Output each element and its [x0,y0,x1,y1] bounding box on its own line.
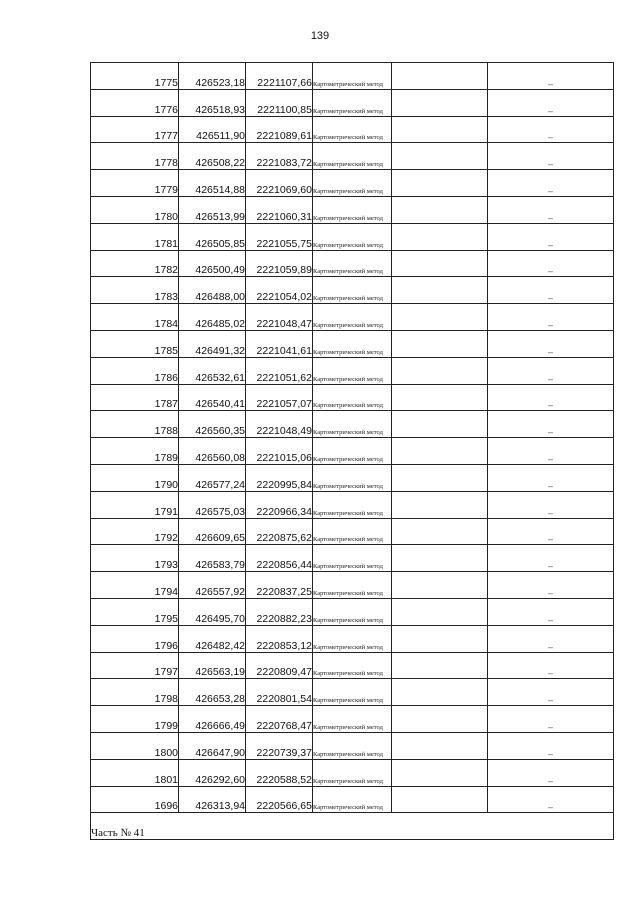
coordinate-x: 426491,32 [179,330,246,357]
note-cell: – [488,170,614,197]
coordinate-x: 426495,70 [179,598,246,625]
coordinate-y: 2220739,37 [246,732,313,759]
method-cell: Картометрический метод [313,170,392,197]
coordinate-y: 2221041,61 [246,330,313,357]
coordinate-y: 2221060,31 [246,196,313,223]
coordinate-x: 426647,90 [179,732,246,759]
note-cell: – [488,652,614,679]
coordinate-x: 426511,90 [179,116,246,143]
method-cell: Картометрический метод [313,63,392,90]
empty-cell [392,411,488,438]
coordinate-x: 426485,02 [179,304,246,331]
point-number: 1777 [91,116,179,143]
empty-cell [392,491,488,518]
table-row [91,679,614,706]
point-number: 1791 [91,491,179,518]
coordinate-y: 2221100,85 [246,89,313,116]
coordinate-y: 2220588,52 [246,759,313,786]
empty-cell [392,732,488,759]
point-number: 1799 [91,706,179,733]
coordinate-x: 426583,79 [179,545,246,572]
point-number: 1794 [91,572,179,599]
point-number: 1788 [91,411,179,438]
coordinate-x: 426557,92 [179,572,246,599]
method-cell: Картометрический метод [313,89,392,116]
empty-cell [392,438,488,465]
table-row [91,143,614,170]
coordinate-y: 2220768,47 [246,706,313,733]
note-cell: – [488,786,614,813]
method-cell: Картометрический метод [313,625,392,652]
method-cell: Картометрический метод [313,491,392,518]
method-cell: Картометрический метод [313,357,392,384]
note-cell: – [488,464,614,491]
point-number: 1787 [91,384,179,411]
coordinate-y: 2221069,60 [246,170,313,197]
coordinate-x: 426313,94 [179,786,246,813]
coordinate-x: 426488,00 [179,277,246,304]
point-number: 1776 [91,89,179,116]
coordinate-y: 2220837,25 [246,572,313,599]
note-cell: – [488,732,614,759]
note-cell: – [488,330,614,357]
point-number: 1795 [91,598,179,625]
method-cell: Картометрический метод [313,250,392,277]
empty-cell [392,679,488,706]
coordinate-y: 2221107,66 [246,63,313,90]
table-row [91,196,614,223]
coordinate-y: 2221051,62 [246,357,313,384]
method-cell: Картометрический метод [313,518,392,545]
empty-cell [392,357,488,384]
point-number: 1696 [91,786,179,813]
empty-cell [392,250,488,277]
coordinate-x: 426518,93 [179,89,246,116]
coordinate-x: 426532,61 [179,357,246,384]
table-row [91,304,614,331]
coordinate-y: 2221054,02 [246,277,313,304]
empty-cell [392,518,488,545]
method-cell: Картометрический метод [313,598,392,625]
table-row [91,357,614,384]
point-number: 1781 [91,223,179,250]
coordinate-y: 2220995,84 [246,464,313,491]
empty-cell [392,759,488,786]
method-cell: Картометрический метод [313,304,392,331]
method-cell: Картометрический метод [313,196,392,223]
coordinates-table [90,62,614,840]
note-cell: – [488,706,614,733]
note-cell: – [488,625,614,652]
note-cell: – [488,357,614,384]
point-number: 1797 [91,652,179,679]
point-number: 1793 [91,545,179,572]
method-cell: Картометрический метод [313,679,392,706]
coordinate-y: 2221059,89 [246,250,313,277]
table-row [91,545,614,572]
point-number: 1786 [91,357,179,384]
method-cell: Картометрический метод [313,330,392,357]
empty-cell [392,625,488,652]
method-cell: Картометрический метод [313,572,392,599]
table-row [91,732,614,759]
note-cell: – [488,759,614,786]
coordinate-x: 426666,49 [179,706,246,733]
point-number: 1779 [91,170,179,197]
note-cell: – [488,572,614,599]
point-number: 1792 [91,518,179,545]
method-cell: Картометрический метод [313,759,392,786]
coordinate-x: 426482,42 [179,625,246,652]
coordinate-x: 426513,99 [179,196,246,223]
point-number: 1775 [91,63,179,90]
point-number: 1789 [91,438,179,465]
empty-cell [392,143,488,170]
empty-cell [392,116,488,143]
method-cell: Картометрический метод [313,732,392,759]
empty-cell [392,706,488,733]
table-row [91,491,614,518]
coordinate-x: 426560,35 [179,411,246,438]
method-cell: Картометрический метод [313,143,392,170]
empty-cell [392,572,488,599]
table-row [91,786,614,813]
point-number: 1800 [91,732,179,759]
coordinate-x: 426508,22 [179,143,246,170]
coordinate-x: 426500,49 [179,250,246,277]
point-number: 1798 [91,679,179,706]
coordinate-y: 2220801,54 [246,679,313,706]
table-row [91,652,614,679]
table-row [91,170,614,197]
coordinate-x: 426609,65 [179,518,246,545]
method-cell: Картометрический метод [313,277,392,304]
empty-cell [392,384,488,411]
point-number: 1796 [91,625,179,652]
note-cell: – [488,89,614,116]
coordinate-x: 426292,60 [179,759,246,786]
note-cell: – [488,598,614,625]
empty-cell [392,170,488,197]
part-label: Часть № 41 [91,813,614,840]
table-row [91,63,614,90]
point-number: 1782 [91,250,179,277]
empty-cell [392,652,488,679]
note-cell: – [488,63,614,90]
note-cell: – [488,411,614,438]
method-cell: Картометрический метод [313,545,392,572]
note-cell: – [488,304,614,331]
coordinate-y: 2220882,23 [246,598,313,625]
table-row [91,277,614,304]
method-cell: Картометрический метод [313,223,392,250]
empty-cell [392,304,488,331]
table-row [91,759,614,786]
coordinate-y: 2220566,65 [246,786,313,813]
coordinate-y: 2220966,34 [246,491,313,518]
empty-cell [392,63,488,90]
coordinate-x: 426505,85 [179,223,246,250]
point-number: 1785 [91,330,179,357]
method-cell: Картометрический метод [313,706,392,733]
coordinate-x: 426523,18 [179,63,246,90]
table-row [91,384,614,411]
point-number: 1801 [91,759,179,786]
coordinate-y: 2220809,47 [246,652,313,679]
coordinate-y: 2220875,62 [246,518,313,545]
table-row [91,330,614,357]
table-row [91,438,614,465]
table-row [91,250,614,277]
coordinate-y: 2221015,06 [246,438,313,465]
table-row [91,411,614,438]
empty-cell [392,277,488,304]
table-row [91,89,614,116]
point-number: 1778 [91,143,179,170]
part-row [91,813,614,840]
method-cell: Картометрический метод [313,786,392,813]
note-cell: – [488,491,614,518]
empty-cell [392,89,488,116]
coordinate-y: 2221048,47 [246,304,313,331]
coordinate-x: 426577,24 [179,464,246,491]
table-row [91,572,614,599]
method-cell: Картометрический метод [313,384,392,411]
coordinate-y: 2221089,61 [246,116,313,143]
note-cell: – [488,438,614,465]
table-row [91,223,614,250]
point-number: 1783 [91,277,179,304]
point-number: 1780 [91,196,179,223]
method-cell: Картометрический метод [313,438,392,465]
empty-cell [392,786,488,813]
note-cell: – [488,277,614,304]
note-cell: – [488,679,614,706]
point-number: 1790 [91,464,179,491]
coordinate-y: 2221057,07 [246,384,313,411]
coordinate-x: 426563,19 [179,652,246,679]
table-row [91,706,614,733]
coordinate-x: 426540,41 [179,384,246,411]
note-cell: – [488,196,614,223]
coordinate-x: 426514,88 [179,170,246,197]
note-cell: – [488,116,614,143]
table-row [91,625,614,652]
coordinate-x: 426653,28 [179,679,246,706]
note-cell: – [488,250,614,277]
empty-cell [392,330,488,357]
note-cell: – [488,518,614,545]
empty-cell [392,598,488,625]
table-row [91,518,614,545]
table-row [91,116,614,143]
method-cell: Картометрический метод [313,411,392,438]
coordinate-y: 2220853,12 [246,625,313,652]
empty-cell [392,545,488,572]
note-cell: – [488,143,614,170]
coordinate-y: 2221048,49 [246,411,313,438]
page-number: 139 [310,30,330,42]
coordinate-y: 2221083,72 [246,143,313,170]
coordinate-y: 2221055,75 [246,223,313,250]
coordinate-x: 426560,08 [179,438,246,465]
note-cell: – [488,384,614,411]
coordinate-x: 426575,03 [179,491,246,518]
empty-cell [392,464,488,491]
method-cell: Картометрический метод [313,652,392,679]
point-number: 1784 [91,304,179,331]
note-cell: – [488,545,614,572]
method-cell: Картометрический метод [313,464,392,491]
coordinate-y: 2220856,44 [246,545,313,572]
table-row [91,464,614,491]
empty-cell [392,223,488,250]
note-cell: – [488,223,614,250]
method-cell: Картометрический метод [313,116,392,143]
empty-cell [392,196,488,223]
table-row [91,598,614,625]
